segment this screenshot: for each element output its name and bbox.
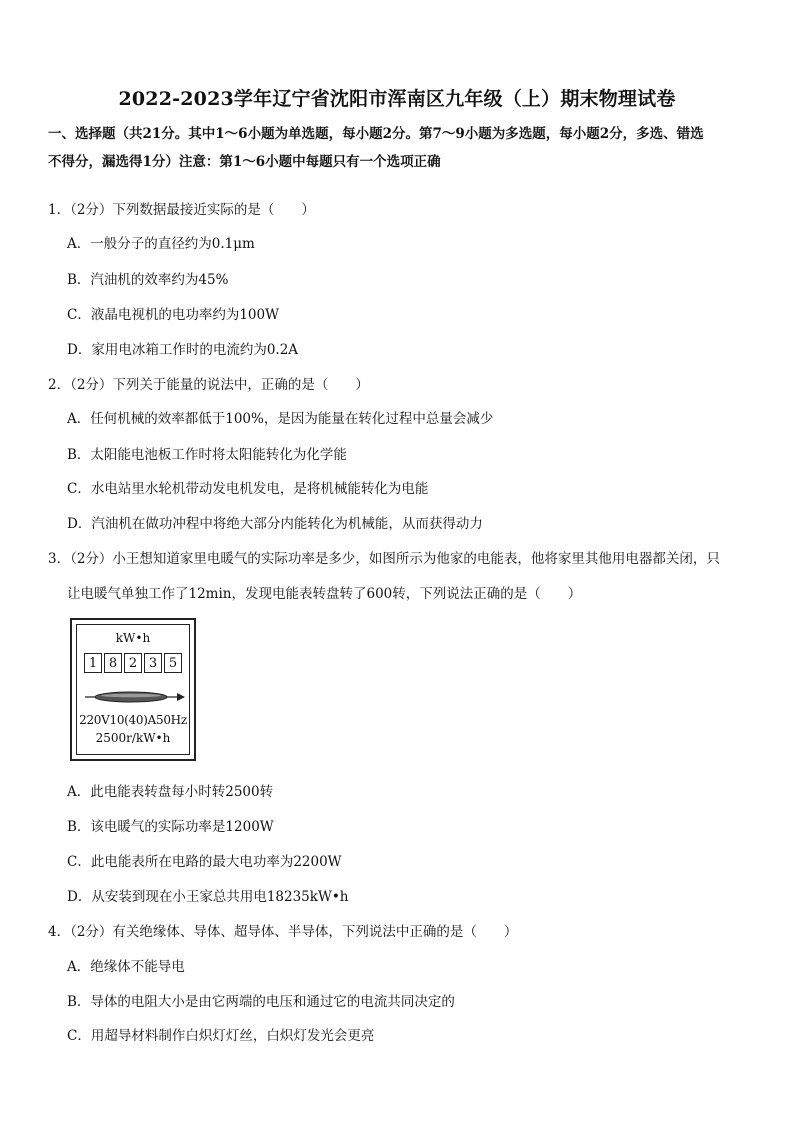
meter-digits — [84, 653, 182, 673]
question-3-option-a: A．此电能表转盘每小时转2500转 — [67, 784, 274, 800]
meter-spec-rating: 220V10(40)A50Hz — [79, 713, 187, 727]
question-4-stem: 4．（2分）有关绝缘体、导体、超导体、半导体，下列说法中正确的是（ ） — [48, 924, 518, 940]
question-4-option-c: C．用超导材料制作白炽灯灯丝，白炽灯发光会更亮 — [67, 1028, 375, 1044]
meter-unit: kW•h — [115, 631, 151, 645]
meter-disc-icon — [83, 687, 187, 707]
electric-meter-figure — [70, 618, 196, 761]
exam-title: 2022-2023学年辽宁省沈阳市浑南区九年级（上）期末物理试卷 — [118, 88, 676, 110]
question-1-stem: 1．（2分）下列数据最接近实际的是（ ） — [48, 202, 315, 218]
question-3-stem-line-1: 3．（2分）小王想知道家里电暖气的实际功率是多少，如图所示为他家的电能表，他将家里其他用电器都关闭，只 — [48, 551, 720, 567]
question-1-option-c: C．液晶电视机的电功率约为100W — [67, 307, 279, 323]
section-line-2: 不得分，漏选得1分）注意：第1～6小题中每题只有一个选项正确 — [48, 154, 441, 170]
question-4-option-a: A．绝缘体不能导电 — [67, 959, 185, 975]
meter-frame — [76, 624, 190, 755]
meter-digit: 1 — [84, 653, 102, 673]
question-3-option-b: B．该电暖气的实际功率是1200W — [67, 819, 274, 835]
question-2-option-c: C．水电站里水轮机带动发电机发电，是将机械能转化为电能 — [67, 481, 429, 497]
section-line-1: 一、选择题（共21分。其中1～6小题为单选题，每小题2分。第7～9小题为多选题，每小题2分，多选、错选 — [48, 126, 704, 142]
section-instructions — [48, 120, 758, 176]
meter-digit: 3 — [144, 653, 162, 673]
question-4-option-b: B．导体的电阻大小是由它两端的电压和通过它的电流共同决定的 — [67, 994, 455, 1010]
question-1-option-d: D．家用电冰箱工作时的电流约为0.2A — [67, 342, 299, 358]
question-3-option-d: D．从安装到现在小王家总共用电18235kW•h — [67, 889, 349, 905]
meter-digit: 5 — [164, 653, 182, 673]
question-2-option-b: B．太阳能电池板工作时将太阳能转化为化学能 — [67, 447, 347, 463]
question-1-option-b: B．汽油机的效率约为45% — [67, 272, 229, 288]
question-2-option-d: D．汽油机在做功冲程中将绝大部分内能转化为机械能，从而获得动力 — [67, 516, 483, 532]
question-2-option-a: A．任何机械的效率都低于100%，是因为能量在转化过程中总量会减少 — [67, 411, 494, 427]
question-3-option-c: C．此电能表所在电路的最大电功率为2200W — [67, 854, 342, 870]
question-1-option-a: A．一般分子的直径约为0.1μm — [67, 236, 255, 252]
meter-digit: 2 — [124, 653, 142, 673]
question-3-stem-line-2: 让电暖气单独工作了12min，发现电能表转盘转了600转，下列说法正确的是（ ） — [67, 586, 582, 602]
question-2-stem: 2．（2分）下列关于能量的说法中，正确的是（ ） — [48, 377, 369, 393]
meter-spec-revolutions: 2500r/kW•h — [95, 731, 171, 745]
meter-digit: 8 — [104, 653, 122, 673]
